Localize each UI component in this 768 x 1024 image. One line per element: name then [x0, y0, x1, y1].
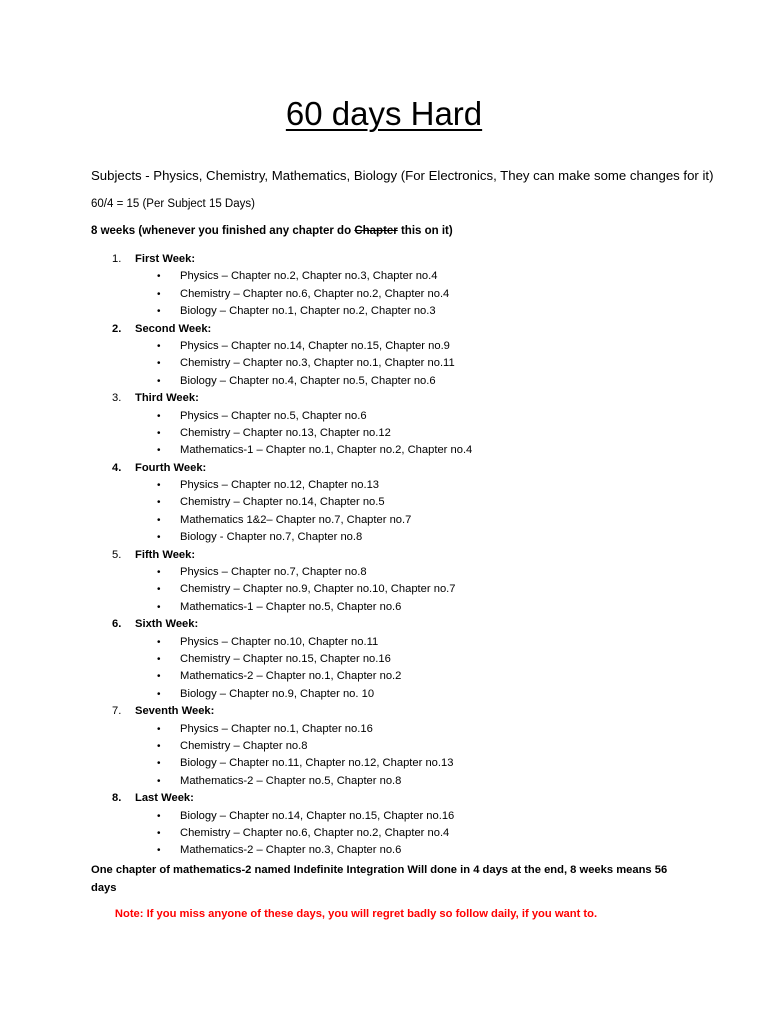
- list-item-text: Chemistry – Chapter no.8: [180, 739, 308, 752]
- warning-note: Note: If you miss anyone of these days, you will regret badly so follow daily, if you want to.: [114, 908, 598, 920]
- week-heading: [0, 390, 768, 407]
- week-heading: [0, 547, 768, 564]
- bullet-icon: •: [157, 288, 161, 300]
- days-formula: 60/4 = 15 (Per Subject 15 Days): [91, 198, 255, 210]
- list-item-text: Physics – Chapter no.14, Chapter no.15, Chapter no.9: [180, 339, 450, 352]
- list-item: [0, 425, 768, 442]
- list-item-text: Chemistry – Chapter no.9, Chapter no.10, Chapter no.7: [180, 583, 456, 596]
- list-item: [0, 268, 768, 285]
- list-item: [0, 842, 768, 859]
- list-item: [0, 755, 768, 772]
- list-item-text: Mathematics-1 – Chapter no.1, Chapter no.2, Chapter no.4: [180, 444, 473, 457]
- week-title: Second Week:: [135, 322, 212, 335]
- bullet-icon: •: [157, 410, 161, 422]
- list-item-text: Chemistry – Chapter no.15, Chapter no.16: [180, 652, 391, 665]
- week-heading: [0, 251, 768, 268]
- bullet-icon: •: [157, 636, 161, 648]
- week-number: 4.: [112, 461, 122, 474]
- bullet-icon: •: [157, 827, 161, 839]
- list-item-text: Biology – Chapter no.11, Chapter no.12, Chapter no.13: [180, 757, 454, 770]
- subjects-line: Subjects - Physics, Chemistry, Mathematics, Biology (For Electronics, They can make some changes for it): [91, 168, 714, 183]
- list-item-text: Physics – Chapter no.7, Chapter no.8: [180, 566, 367, 579]
- week-list: [0, 251, 768, 860]
- list-item-text: Mathematics 1&2– Chapter no.7, Chapter no.7: [180, 513, 412, 526]
- list-item: [0, 303, 768, 320]
- week-number: 5.: [112, 548, 122, 561]
- list-item: [0, 738, 768, 755]
- list-item: [0, 651, 768, 668]
- list-item-text: Biology - Chapter no.7, Chapter no.8: [180, 531, 363, 544]
- list-item-text: Biology – Chapter no.1, Chapter no.2, Chapter no.3: [180, 305, 436, 318]
- list-item-text: Physics – Chapter no.10, Chapter no.11: [180, 635, 379, 648]
- bullet-icon: •: [157, 445, 161, 457]
- bullet-icon: •: [157, 567, 161, 579]
- bullet-icon: •: [157, 688, 161, 700]
- list-item: [0, 668, 768, 685]
- bullet-icon: •: [157, 584, 161, 596]
- list-item-text: Chemistry – Chapter no.3, Chapter no.1, Chapter no.11: [180, 357, 455, 370]
- week-number: 1.: [112, 253, 122, 265]
- bullet-icon: •: [157, 740, 161, 752]
- list-item: [0, 581, 768, 598]
- list-item: [0, 721, 768, 738]
- week-title: Fifth Week:: [135, 548, 196, 561]
- bullet-icon: •: [157, 358, 161, 370]
- weeks-note-before: 8 weeks (whenever you finished any chapter do: [91, 225, 355, 237]
- bullet-icon: •: [157, 671, 161, 683]
- bullet-icon: •: [157, 758, 161, 770]
- list-item: [0, 808, 768, 825]
- list-item: [0, 408, 768, 425]
- list-item: [0, 373, 768, 390]
- list-item: [0, 599, 768, 616]
- list-item: [0, 338, 768, 355]
- list-item-text: Mathematics-2 – Chapter no.1, Chapter no.2: [180, 670, 402, 683]
- bullet-icon: •: [157, 514, 161, 526]
- list-item-text: Biology – Chapter no.9, Chapter no. 10: [180, 687, 375, 700]
- list-item-text: Chemistry – Chapter no.14, Chapter no.5: [180, 496, 385, 509]
- list-item: [0, 686, 768, 703]
- week-title: Seventh Week:: [135, 705, 215, 718]
- bullet-icon: •: [157, 427, 161, 439]
- list-item: [0, 825, 768, 842]
- end-paragraph: One chapter of mathematics-2 named Indefinite Integration Will done in 4 days at the end, 8 weeks means 56 days: [91, 864, 668, 894]
- list-item: [0, 564, 768, 581]
- bullet-icon: •: [157, 810, 161, 822]
- list-item-text: Biology – Chapter no.14, Chapter no.15, Chapter no.16: [180, 809, 455, 822]
- week-heading: [0, 703, 768, 720]
- list-item-text: Biology – Chapter no.4, Chapter no.5, Chapter no.6: [180, 374, 436, 387]
- bullet-icon: •: [157, 653, 161, 665]
- weeks-note-after: this on it): [397, 225, 453, 237]
- week-title: Sixth Week:: [135, 618, 199, 631]
- list-item-text: Chemistry – Chapter no.6, Chapter no.2, Chapter no.4: [180, 826, 450, 839]
- week-heading: [0, 460, 768, 477]
- list-item-text: Mathematics-1 – Chapter no.5, Chapter no.6: [180, 600, 402, 613]
- bullet-icon: •: [157, 497, 161, 509]
- page-title: 60 days Hard: [285, 95, 483, 132]
- list-item: [0, 634, 768, 651]
- week-title: Last Week:: [135, 792, 194, 805]
- bullet-icon: •: [157, 480, 161, 492]
- bullet-icon: •: [157, 601, 161, 613]
- list-item-text: Mathematics-2 – Chapter no.3, Chapter no.6: [180, 844, 402, 857]
- list-item-text: Mathematics-2 – Chapter no.5, Chapter no.8: [180, 774, 402, 787]
- bullet-icon: •: [157, 375, 161, 387]
- week-heading: [0, 321, 768, 338]
- list-item: [0, 773, 768, 790]
- bullet-icon: •: [157, 271, 161, 283]
- bullet-icon: •: [157, 845, 161, 857]
- list-item-text: Physics – Chapter no.2, Chapter no.3, Chapter no.4: [180, 270, 438, 283]
- bullet-icon: •: [157, 775, 161, 787]
- list-item-text: Chemistry – Chapter no.6, Chapter no.2, Chapter no.4: [180, 287, 450, 300]
- list-item-text: Physics – Chapter no.1, Chapter no.16: [180, 722, 373, 735]
- list-item: [0, 529, 768, 546]
- weeks-note: [91, 223, 453, 239]
- week-title: Third Week:: [135, 392, 199, 405]
- list-item-text: Physics – Chapter no.12, Chapter no.13: [180, 479, 380, 492]
- list-item-text: Physics – Chapter no.5, Chapter no.6: [180, 409, 367, 422]
- week-number: 8.: [112, 792, 122, 805]
- week-number: 3.: [112, 392, 122, 405]
- week-number: 2.: [112, 322, 122, 335]
- list-item: [0, 442, 768, 459]
- week-heading: [0, 616, 768, 633]
- list-item: [0, 286, 768, 303]
- bullet-icon: •: [157, 532, 161, 544]
- weeks-note-struck-word: Chapter: [354, 225, 398, 237]
- bullet-icon: •: [157, 340, 161, 352]
- week-number: 7.: [112, 705, 122, 718]
- list-item: [0, 477, 768, 494]
- week-title: First Week:: [135, 253, 196, 265]
- list-item: [0, 512, 768, 529]
- list-item-text: Chemistry – Chapter no.13, Chapter no.12: [180, 426, 391, 439]
- bullet-icon: •: [157, 723, 161, 735]
- week-number: 6.: [112, 618, 122, 631]
- list-item: [0, 355, 768, 372]
- list-item: [0, 494, 768, 511]
- bullet-icon: •: [157, 306, 161, 318]
- week-title: Fourth Week:: [135, 461, 207, 474]
- week-heading: [0, 790, 768, 807]
